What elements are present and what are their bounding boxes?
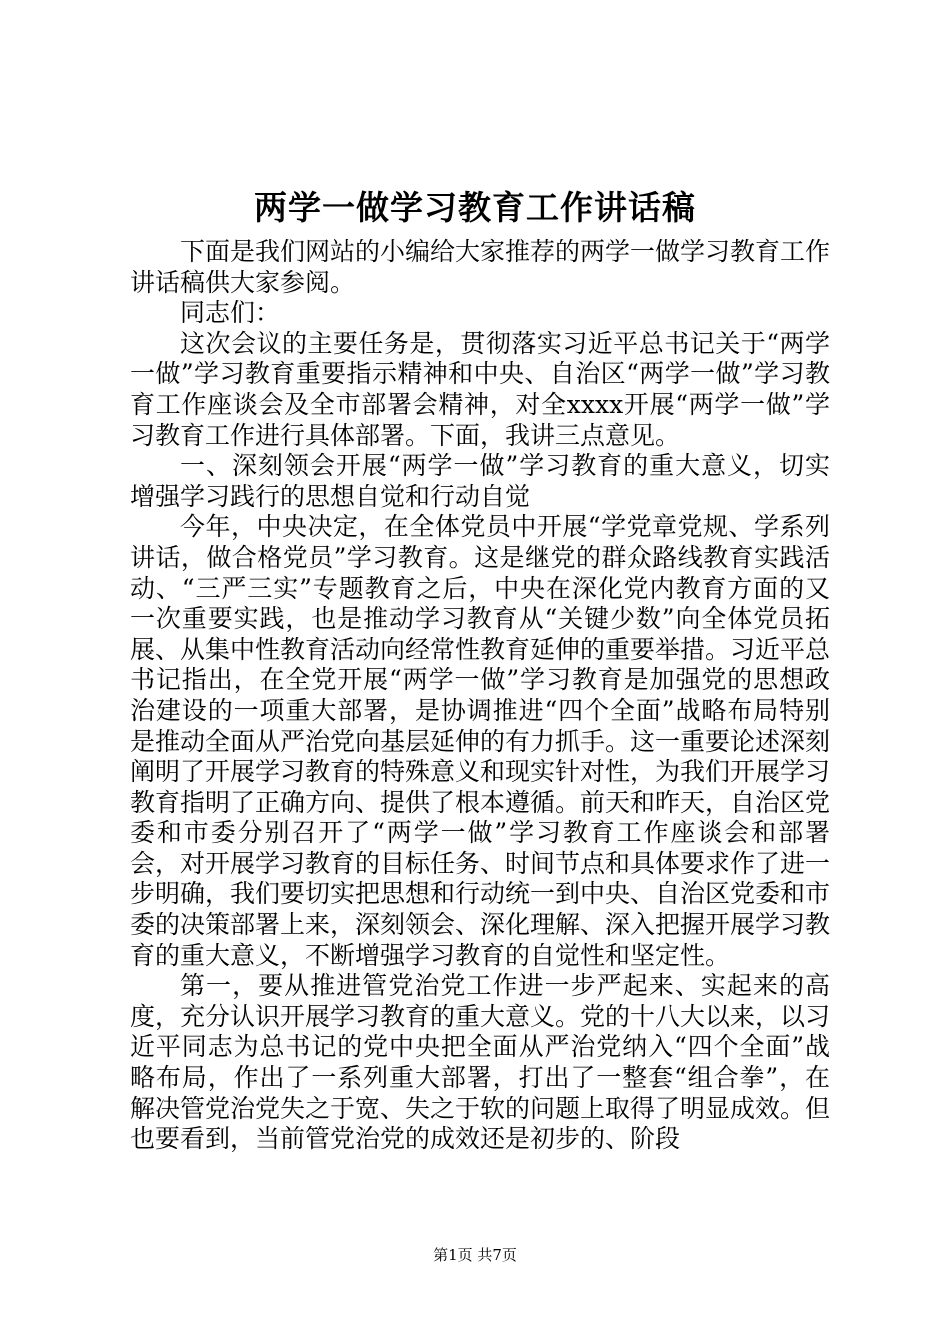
body-paragraph-intro: 下面是我们网站的小编给大家推荐的两学一做学习教育工作讲话稿供大家参阅。	[130, 237, 831, 297]
document-title: 两学一做学习教育工作讲话稿	[254, 188, 696, 227]
body-paragraph-first-point: 第一，要从推进管党治党工作进一步严起来、实起来的高度，充分认识开展学习教育的重大意义。党的十八大以来，以习近平同志为总书记的党中央把全面从严治党纳入“四个全面”战略布局，作出了一系列重大部署，打出了一整套“组合拳”，在解决管党治党失之于宽、失之于软的问题上取得了明显成效。但也要看到，当前管党治党的成效还是初步的、阶段	[130, 971, 831, 1154]
document-body	[130, 237, 830, 1155]
body-paragraph-section-heading: 一、深刻领会开展“两学一做”学习教育的重大意义，切实增强学习践行的思想自觉和行动自觉	[130, 451, 830, 511]
body-paragraph-central-decision: 今年，中央决定，在全体党员中开展“学党章党规、学系列讲话，做合格党员”学习教育。这是继党的群众路线教育实践活动、“三严三实”专题教育之后，中央在深化党内教育方面的又一次重要实践，也是推动学习教育从“关键少数”向全体党员拓展、从集中性教育活动向经常性教育延伸的重要举措。习近平总书记指出，在全党开展“两学一做”学习教育是加强党的思想政治建设的一项重大部署，是协调推进“四个全面”战略布局特别是推动全面从严治党向基层延伸的有力抓手。这一重要论述深刻阐明了开展学习教育的特殊意义和现实针对性，为我们开展学习教育指明了正确方向、提供了根本遵循。前天和昨天，自治区党委和市委分别召开了“两学一做”学习教育工作座谈会和部署会，对开展学习教育的目标任务、时间节点和具体要求作了进一步明确，我们要切实把思想和行动统一到中央、自治区党委和市委的决策部署上来，深刻领会、深化理解、深入把握开展学习教育的重大意义，不断增强学习教育的自觉性和坚定性。	[130, 512, 831, 970]
page-number-footer: 第1页 共7页	[433, 1246, 517, 1264]
body-paragraph-meeting-task: 这次会议的主要任务是，贯彻落实习近平总书记关于“两学一做”学习教育重要指示精神和中央、自治区“两学一做”学习教育工作座谈会及全市部署会精神，对全xxxx开展“两学一做”学习教育工作进行具体部署。下面，我讲三点意见。	[130, 328, 830, 450]
body-paragraph-salutation: 同志们：	[180, 298, 281, 328]
